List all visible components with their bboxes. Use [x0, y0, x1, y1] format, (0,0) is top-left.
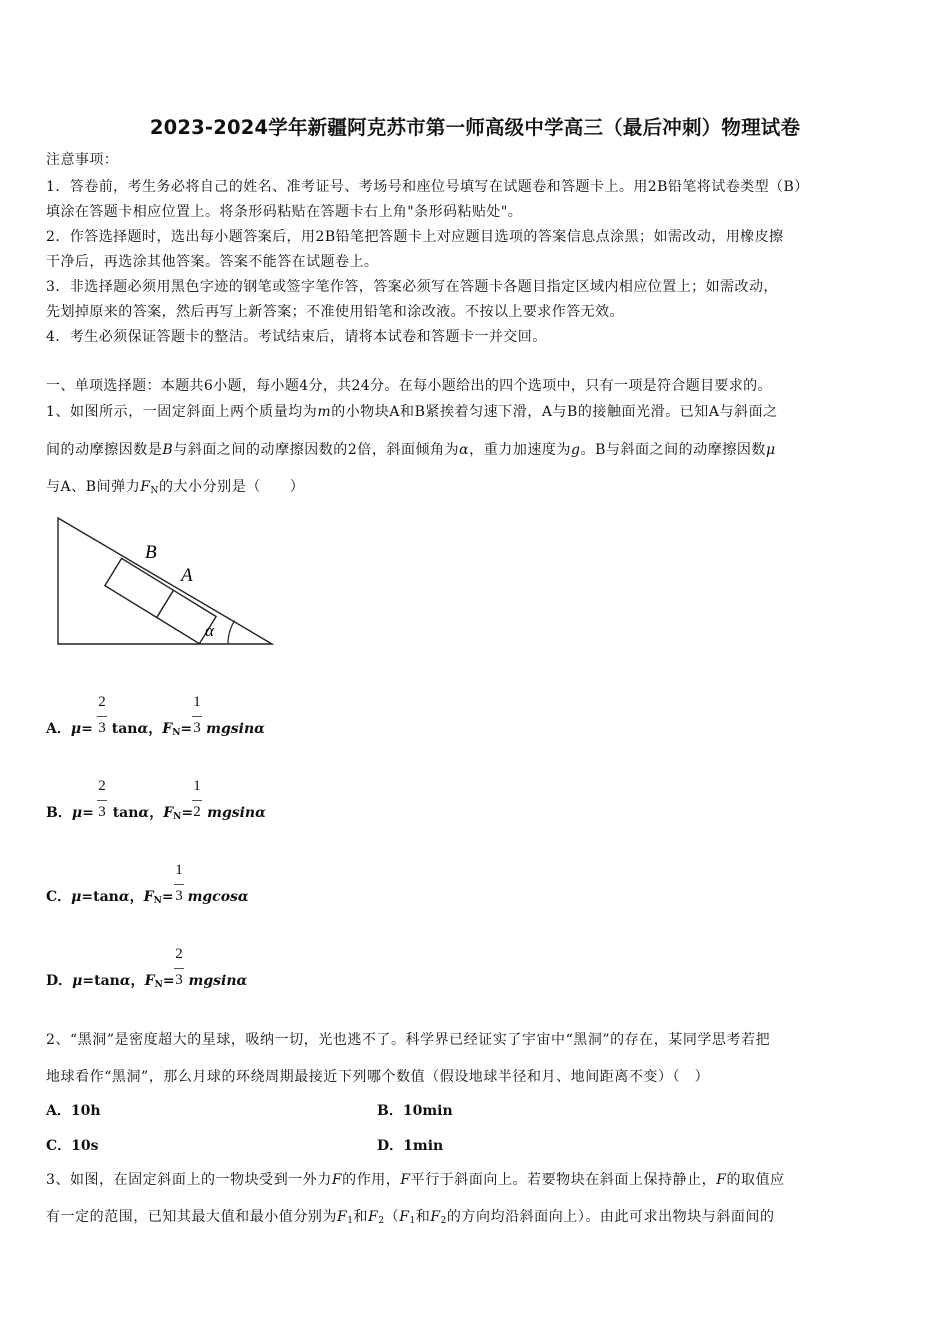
angle-arc [228, 621, 235, 644]
option-b[interactable]: B．μ= tanα，$F_N= mgsin\alpha$ [46, 805, 266, 822]
question-2-text: 地球看作“黑洞”，那么月球的环绕周期最接近下列哪个数值（假设地球半径和月、地间距离不变）（ ） [46, 1069, 710, 1085]
label-a: A [181, 565, 193, 586]
question-2-text: 2、“黑洞”是密度超大的星球，吸纳一切，光也逃不了。科学界已经证实了宇宙中“黑洞”的存在，某同学思考若把 [46, 1032, 771, 1048]
fraction-numerator: 1 [193, 694, 201, 710]
question-1-text: 与A、B间弹力$F_N$的大小分别是（ ） [46, 479, 305, 496]
fraction-denominator: 2 [193, 804, 201, 820]
notice-line: 4．考生必须保证答题卡的整洁。考试结束后，请将本试卷和答题卡一并交回。 [46, 329, 547, 345]
incline-triangle [58, 518, 272, 644]
fraction-bar [97, 716, 107, 717]
label-alpha: α [205, 621, 214, 640]
notice-line: 2．作答选择题时，选出每小题答案后，用2B铅笔把答题卡上对应题目选项的答案信息点涂黑；如需改动，用橡皮擦 [46, 229, 784, 245]
label-b: B [145, 542, 157, 563]
fraction-bar [97, 800, 107, 801]
question-1-text: 1、如图所示，一固定斜面上两个质量均为m的小物块A和B紧挨着匀速下滑，A与B的接触面光滑。已知A与斜面之 [46, 404, 778, 420]
fraction-bar [192, 800, 202, 801]
notice-line: 填涂在答题卡相应位置上。将条形码粘贴在答题卡右上角"条形码粘贴处"。 [46, 204, 523, 220]
question-1-text: 间的动摩擦因数是B与斜面之间的动摩擦因数的2倍，斜面倾角为α，重力加速度为g。B与斜面之间的动摩擦因数μ [46, 442, 776, 458]
option-c[interactable]: C．μ=tanα，$F_N= mgcos\alpha$ [46, 889, 249, 906]
fraction-denominator: 3 [193, 720, 201, 736]
notice-line: 先划掉原来的答案，然后再写上新答案；不准使用铅笔和涂改液。不按以上要求作答无效。 [46, 304, 624, 320]
fraction-bar [174, 968, 184, 969]
fraction-denominator: 3 [175, 888, 183, 904]
choice-b[interactable]: B．10min [377, 1103, 453, 1119]
fraction-numerator: 1 [193, 778, 201, 794]
fraction-denominator: 3 [98, 720, 106, 736]
fraction-numerator: 1 [175, 862, 183, 878]
option-a[interactable]: A．μ= tanα，$F_N= mgsin\alpha$ [46, 721, 265, 738]
notice-line: 干净后，再选涂其他答案。答案不能答在试题卷上。 [46, 254, 379, 270]
page-title: 2023-2024学年新疆阿克苏市第一师高级中学高三（最后冲刺）物理试卷 [149, 116, 801, 139]
choice-c[interactable]: C．10s [46, 1138, 99, 1154]
fraction-bar [174, 884, 184, 885]
question-3-text: 有一定的范围，已知其最大值和最小值分别为$F_1$和$F_2(F_1$和$F_2$的方向均沿斜面向上）。由此可求出物块与斜面间的 [46, 1209, 775, 1226]
fraction-denominator: 3 [98, 804, 106, 820]
fraction-denominator: 3 [175, 972, 183, 988]
fraction-numerator: 2 [98, 778, 106, 794]
notice-line: 3．非选择题必须用黑色字迹的钢笔或签字笔作答，答案必须写在答题卡各题目指定区域内相应位置上；如需改动， [46, 279, 778, 295]
choice-a[interactable]: A．10h [46, 1103, 101, 1119]
notice-heading: 注意事项： [46, 152, 119, 168]
notice-line: 1．答卷前，考生务必将自己的姓名、准考证号、考场号和座位号填写在试题卷和答题卡上。用2B铅笔将试卷类型（B） [46, 179, 809, 195]
fraction-numerator: 2 [98, 694, 106, 710]
incline-figure [50, 510, 290, 655]
question-3-text: 3、如图，在固定斜面上的一物块受到一外力F的作用，F平行于斜面向上。若要物块在斜面上保持静止，F的取值应 [46, 1172, 785, 1188]
choice-d[interactable]: D．1min [377, 1138, 444, 1154]
section-heading: 一、单项选择题：本题共6小题，每小题4分，共24分。在每小题给出的四个选项中，只有一项是符合题目要求的。 [46, 378, 772, 394]
option-d[interactable]: D．μ=tanα，$F_N= mgsin\alpha$ [46, 973, 248, 990]
fraction-bar [192, 716, 202, 717]
fraction-numerator: 2 [175, 946, 183, 962]
